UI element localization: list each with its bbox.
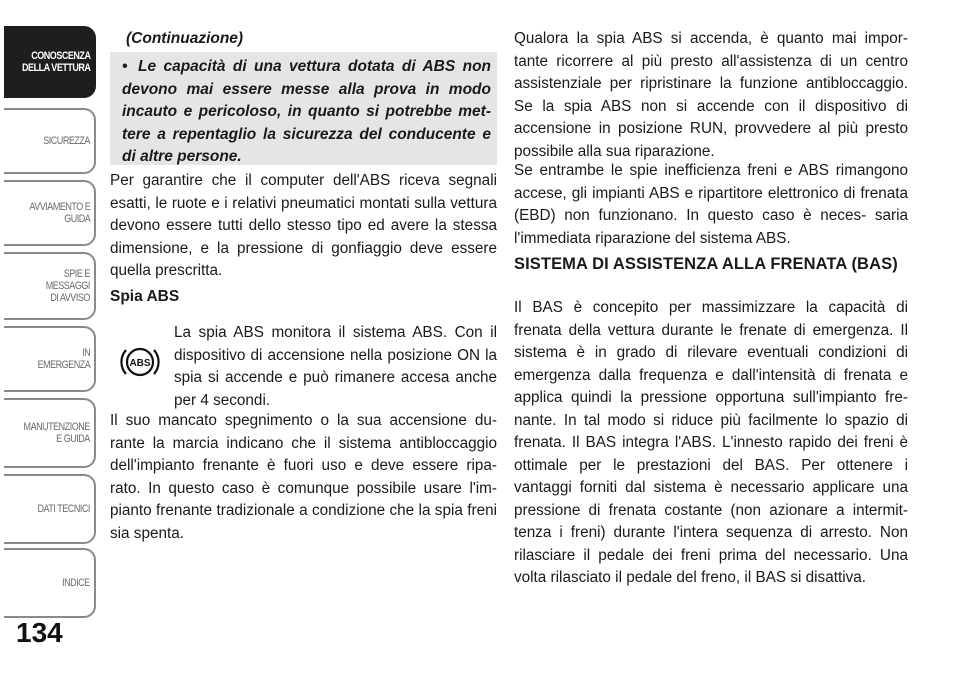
tab-avviamento-e-guida[interactable] [4, 180, 96, 246]
tab-label: CONOSCENZA DELLA VETTURA [21, 50, 90, 74]
tab-label: MANUTENZIONE E GUIDA [23, 421, 90, 445]
abs-warning-icon [118, 340, 162, 384]
tab-conoscenza-della-vettura[interactable] [4, 26, 96, 98]
tab-label: INDICE [62, 577, 90, 589]
paragraph-spia-abs: La spia ABS monitora il sistema ABS. Con il dispositivo di accensione nella posizione ON la spia si accende e può rimanere accesa anche per 4 secondi. [174, 324, 497, 409]
tab-label: IN EMERGENZA [37, 347, 90, 371]
paragraph: Per garantire che il computer dell'ABS riceva segnali esatti, le ruote e i relativi pneumatici montati sulla vettura devono essere tutti dello stesso tipo ed avere la stessa dimensione, e la pressione di gonfiaggio deve essere quella prescritta. [110, 172, 497, 279]
tab-dati-tecnici[interactable] [4, 474, 96, 544]
tab-manutenzione-e-guida[interactable] [4, 398, 96, 468]
sidebar-tabs [0, 0, 100, 620]
tab-indice[interactable] [4, 548, 96, 618]
tab-in-emergenza[interactable] [4, 326, 96, 392]
tab-label: SPIE E MESSAGGI DI AVVISO [45, 268, 90, 304]
warning-text: Le capacità di una vettura dotata di ABS non devono mai essere messe alla prova in modo incauto e pericoloso, in quanto si potrebbe met- tere a repentaglio la sicurezza del conducente e di altre persone. [122, 58, 491, 165]
tab-label: SICUREZZA [43, 135, 90, 147]
paragraph: Qualora la spia ABS si accenda, è quanto mai impor- tante ricorrere al più presto all'assistenza di un centro assistenziale per ripristinare la funzione antibloccaggio. Se la spia ABS non si accende con il dispositivo di accensione in posizione RUN, provvedere al più presto possibile alla sua riparazione. [514, 30, 908, 160]
section-heading-bas: SISTEMA DI ASSISTENZA ALLA FRENATA (BAS) [514, 255, 898, 273]
abs-icon-text: ABS [129, 358, 151, 369]
tab-label: DATI TECNICI [37, 503, 90, 515]
continuation-label: (Continuazione) [126, 30, 244, 47]
warning-box [110, 52, 497, 165]
tab-label: AVVIAMENTO E GUIDA [29, 201, 90, 225]
section-heading-spia-abs: Spia ABS [110, 288, 180, 305]
bullet-icon: • [122, 58, 128, 75]
paragraph: Il BAS è concepito per massimizzare la capacità di frenata della vettura durante le frenate di emergenza. Il sistema è in grado di rilevare eventuali condizioni di emergenza dalla frequenza e dall'intensità di frenata e applica quindi la pressione opportuna sull'impianto fre- nante. In tal modo si riduce più facilmente lo spazio di frenata. Il BAS integra l'ABS. L'innesto rapido dei freni è ottimale per le prestazioni del BAS. Per ottenere i vantaggi forniti dal sistema è necessario applicare una pressione di frenata costante (non azionare a intermit- tenza i freni) durante l'intera sequenza di arresto. Non rilasciare il pedale dei freni prima del necessario. Una volta rilasciato il pedale del freno, il BAS si disattiva. [514, 299, 908, 586]
tab-spie-e-messaggi[interactable] [4, 252, 96, 320]
paragraph: Il suo mancato spegnimento o la sua accensione du- rante la marcia indicano che il sistema antibloccaggio dell'impianto frenante è fuori uso e deve essere ripa- rato. In questo caso è comunque possibile usare l'im- pianto frenante tradizionale a condizione che la spia freni sia spenta. [110, 412, 497, 542]
tab-sicurezza[interactable] [4, 108, 96, 174]
page-number: 134 [16, 617, 63, 648]
paragraph: Se entrambe le spie inefficienza freni e ABS rimangono accese, gli impianti ABS e ripartitore elettronico di frenata (EBD) non funzionano. In questo caso è neces- saria l'immediata riparazione del sistema ABS. [514, 162, 908, 247]
